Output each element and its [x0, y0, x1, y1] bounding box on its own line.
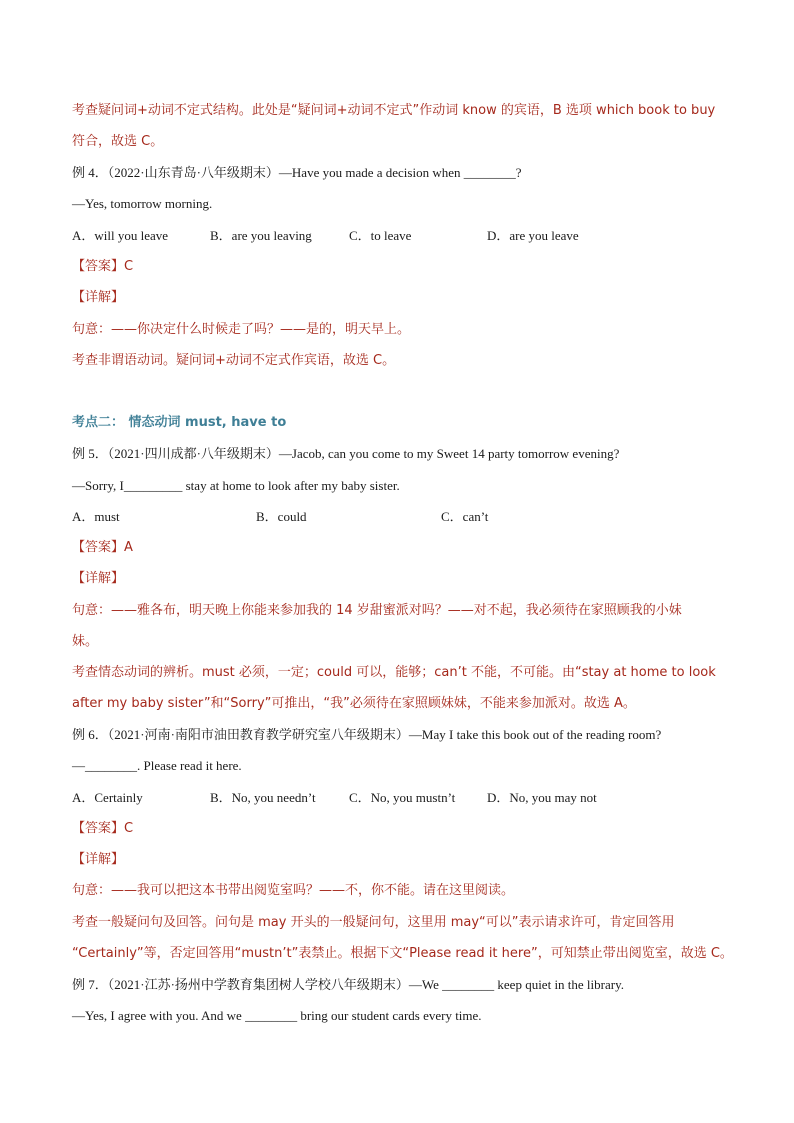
answer-line-ex4: —Yes, tomorrow morning.	[72, 196, 213, 211]
explanation-line: 符合，故选 C。	[72, 134, 164, 149]
answer-line-ex7: —Yes, I agree with you. And we ________ bring our student cards every time.	[72, 1008, 482, 1023]
option-c: C．No, you mustn’t	[349, 790, 456, 805]
detail-label-ex5: 【详解】	[72, 571, 125, 586]
option-d: D．No, you may not	[487, 790, 597, 805]
analysis-ex6: 考查一般疑问句及回答。问句是 may 开头的一般疑问句，这里用 may“可以”表示请求许可，肯定回答用	[72, 915, 675, 930]
answer-line-ex5: —Sorry, I_________ stay at home to look after my baby sister.	[72, 478, 400, 493]
analysis-ex5: 考查情态动词的辨析。must 必须，一定；could 可以，能够；can’t 不能，不可能。由“stay at home to look	[72, 665, 716, 680]
detail-label-ex4: 【详解】	[72, 290, 125, 305]
question-ex4: 例 4．（2022·山东青岛·八年级期末）—Have you made a decision when ________?	[72, 165, 522, 180]
option-c: C．can’t	[441, 509, 489, 524]
question-ex7: 例 7．（2021·江苏·扬州中学教育集团树人学校八年级期末）—We ________ keep quiet in the library.	[72, 977, 624, 992]
answer-label-ex6: 【答案】C	[72, 821, 134, 836]
analysis-ex4: 考查非谓语动词。疑问词+动词不定式作宾语，故选 C。	[72, 353, 396, 368]
meaning-ex5: 句意：——雅各布，明天晚上你能来参加我的 14 岁甜蜜派对吗？——对不起，我必须待在家照顾我的小妹	[72, 603, 682, 618]
answer-line-ex6: —________. Please read it here.	[72, 758, 242, 773]
question-ex5: 例 5．（2021·四川成都·八年级期末）—Jacob, can you come to my Sweet 14 party tomorrow evening?	[72, 446, 620, 461]
option-b: B．are you leaving	[210, 228, 312, 243]
option-d: D．are you leave	[487, 228, 579, 243]
analysis-ex6-cont: “Certainly”等，否定回答用“mustn’t”表禁止。根据下文“Please read it here”，可知禁止带出阅览室，故选 C。	[72, 946, 733, 961]
option-c: C．to leave	[349, 228, 412, 243]
explanation-line: 考查疑问词+动词不定式结构。此处是“疑问词+动词不定式”作动词 know 的宾语，B 选项 which book to buy	[72, 103, 716, 118]
section-heading: 考点二： 情态动词 must, have to	[72, 415, 287, 430]
option-b: B．No, you needn’t	[210, 790, 316, 805]
option-a: A．Certainly	[72, 790, 143, 805]
answer-label-ex4: 【答案】C	[72, 259, 134, 274]
question-ex6: 例 6．（2021·河南·南阳市油田教育教学研究室八年级期末）—May I take this book out of the reading room?	[72, 727, 662, 742]
analysis-ex5-cont: after my baby sister”和“Sorry”可推出，“我”必须待在家照顾妹妹，不能来参加派对。故选 A。	[72, 696, 636, 711]
option-b: B．could	[256, 509, 307, 524]
option-a: A．must	[72, 509, 120, 524]
meaning-ex6: 句意：——我可以把这本书带出阅览室吗？——不，你不能。请在这里阅读。	[72, 883, 515, 898]
answer-label-ex5: 【答案】A	[72, 540, 133, 555]
detail-label-ex6: 【详解】	[72, 852, 125, 867]
meaning-ex5-cont: 妹。	[72, 634, 99, 649]
meaning-ex4: 句意：——你决定什么时候走了吗？——是的，明天早上。	[72, 322, 411, 337]
option-a: A．will you leave	[72, 228, 169, 243]
